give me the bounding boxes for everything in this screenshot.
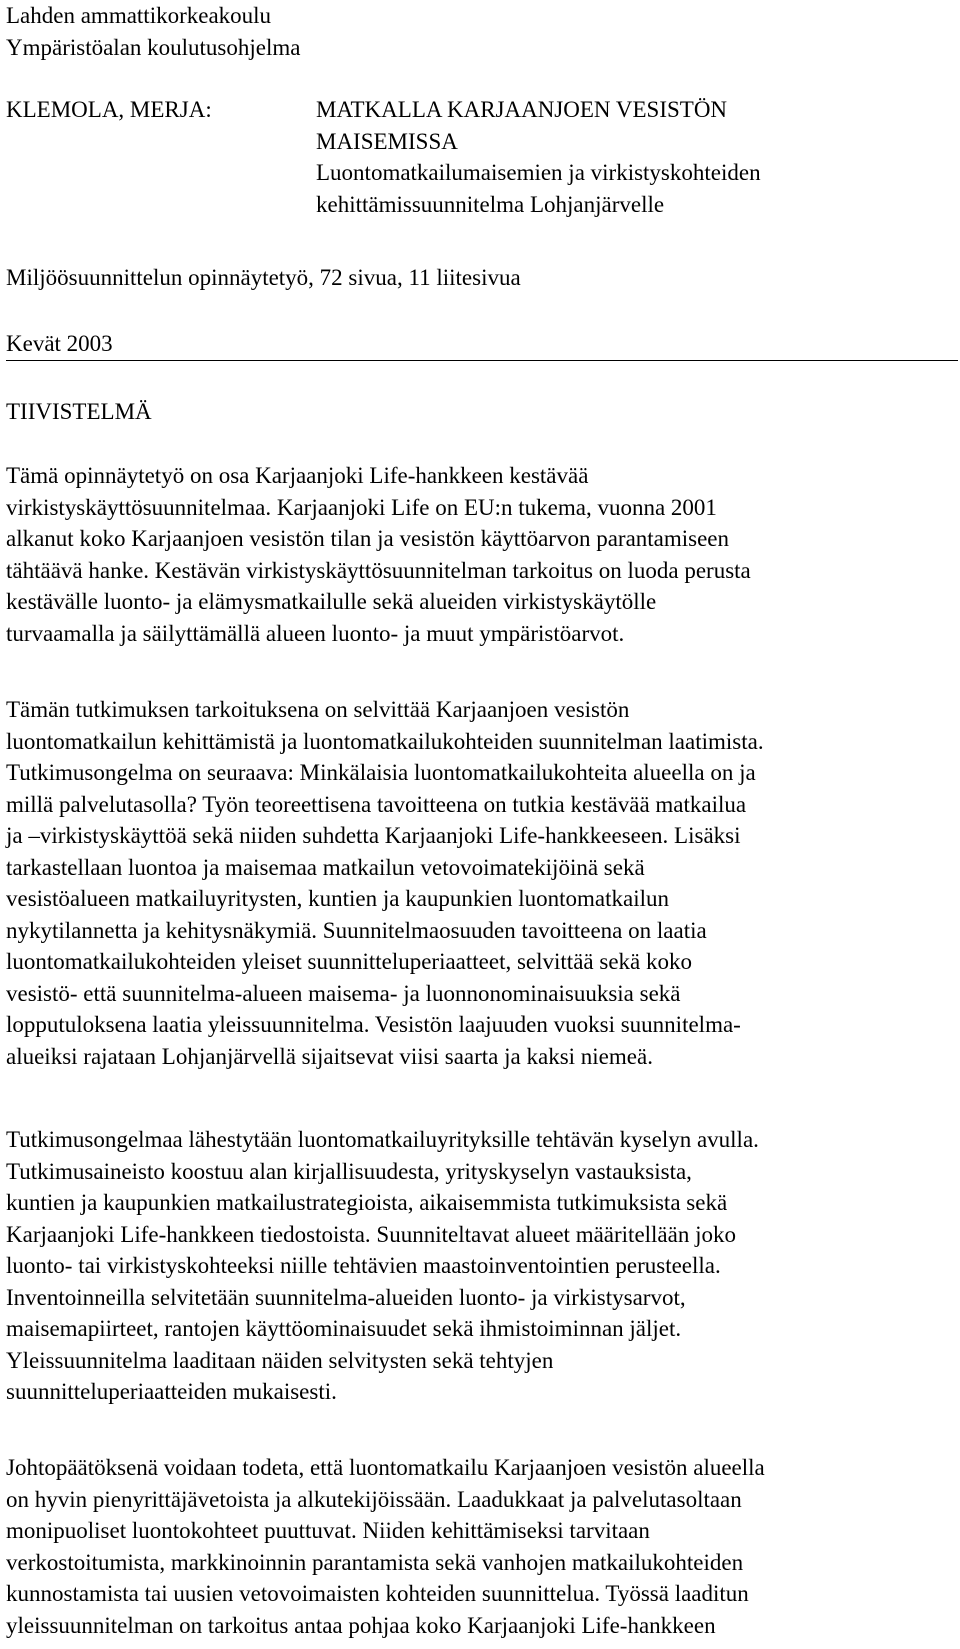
paragraph-line: kestävälle luonto- ja elämysmatkailulle sekä alueiden virkistyskäytölle bbox=[6, 589, 657, 614]
paragraph-line: nykytilannetta ja kehitysnäkymiä. Suunnitelmaosuuden tavoitteena on laatia bbox=[6, 917, 707, 943]
paragraph-line: yleissuunnitelman on tarkoitus antaa pohjaa koko Karjaanjoki Life-hankkeen bbox=[6, 1612, 716, 1638]
horizontal-rule bbox=[6, 360, 958, 361]
paragraph-line: Johtopäätöksenä voidaan todeta, että luontomatkailu Karjaanjoen vesistön alueella bbox=[6, 1455, 765, 1480]
paragraph-line: Tämä opinnäytetyö on osa Karjaanjoki Life-hankkeen kestävää bbox=[6, 463, 589, 488]
institution-header bbox=[6, 0, 300, 63]
institution-name: Lahden ammattikorkeakoulu bbox=[6, 3, 272, 28]
abstract-heading: TIIVISTELMÄ bbox=[6, 399, 152, 424]
subtitle-line: kehittämissuunnitelma Lohjanjärvelle bbox=[316, 191, 665, 217]
paragraph-line: Yleissuunnitelma laaditaan näiden selvitysten sekä tehtyjen bbox=[6, 1347, 554, 1373]
paragraph-line: millä palvelutasolla? Työn teoreettisena tavoitteena on tutkia kestävää matkailua bbox=[6, 791, 747, 817]
paragraph-line: kunnostamista tai uusien vetovoimaisten kohteiden suunnittelua. Työssä laaditun bbox=[6, 1581, 749, 1606]
abstract-paragraph-1 bbox=[6, 460, 958, 649]
paragraph-line: vesistö- että suunnitelma-alueen maisema- ja luonnonominaisuuksia sekä bbox=[6, 980, 681, 1006]
paragraph-line: suunnitteluperiaatteiden mukaisesti. bbox=[6, 1379, 337, 1404]
degree-program: Ympäristöalan koulutusohjelma bbox=[6, 34, 301, 60]
thesis-title bbox=[316, 94, 761, 220]
paragraph-line: alueiksi rajataan Lohjanjärvellä sijaitsevat viisi saarta ja kaksi niemeä. bbox=[6, 1043, 653, 1069]
paragraph-line: luonto- tai virkistyskohteeksi niille tehtävien maastoinventointien perusteella. bbox=[6, 1253, 721, 1278]
subtitle-line: Luontomatkailumaisemien ja virkistyskohteiden bbox=[316, 160, 761, 185]
paragraph-line: monipuoliset luontokohteet puuttuvat. Niiden kehittämiseksi tarvitaan bbox=[6, 1518, 650, 1543]
paragraph-line: Tutkimusongelma on seuraava: Minkälaisia luontomatkailukohteita alueella on ja bbox=[6, 760, 756, 785]
paragraph-line: maisemapiirteet, rantojen käyttöominaisuudet sekä ihmistoiminnan jäljet. bbox=[6, 1316, 682, 1341]
paragraph-line: on hyvin pienyrittäjävetoista ja alkutekijöissään. Laadukkaat ja palvelutasoltaan bbox=[6, 1486, 742, 1512]
paragraph-line: luontomatkailukohteiden yleiset suunnitteluperiaatteet, selvittää sekä koko bbox=[6, 949, 692, 974]
paragraph-line: virkistyskäyttösuunnitelmaa. Karjaanjoki Life on EU:n tukema, vuonna 2001 bbox=[6, 494, 717, 520]
thesis-info: Miljöösuunnittelun opinnäytetyö, 72 sivua, 11 liitesivua bbox=[6, 265, 521, 290]
paragraph-line: vesistöalueen matkailuyritysten, kuntien ja kaupunkien luontomatkailun bbox=[6, 886, 670, 911]
paragraph-line: ja –virkistyskäyttöä sekä niiden suhdetta Karjaanjoki Life-hankkeeseen. Lisäksi bbox=[6, 823, 741, 848]
abstract-paragraph-2 bbox=[6, 694, 958, 1072]
paragraph-line: Inventoinneilla selvitetään suunnitelma-alueiden luonto- ja virkistysarvot, bbox=[6, 1284, 686, 1310]
paragraph-line: tähtäävä hanke. Kestävän virkistyskäyttösuunnitelman tarkoitus on luoda perusta bbox=[6, 557, 751, 583]
title-line: MATKALLA KARJAANJOEN VESISTÖN bbox=[316, 97, 728, 122]
author-name: KLEMOLA, MERJA: bbox=[6, 97, 212, 122]
paragraph-line: turvaamalla ja säilyttämällä alueen luonto- ja muut ympäristöarvot. bbox=[6, 620, 625, 646]
paragraph-line: Karjaanjoki Life-hankkeen tiedostoista. Suunniteltavat alueet määritellään joko bbox=[6, 1221, 736, 1247]
paragraph-line: kuntien ja kaupunkien matkailustrategioista, aikaisemmista tutkimuksista sekä bbox=[6, 1190, 728, 1215]
paragraph-line: Tutkimusaineisto koostuu alan kirjallisuudesta, yrityskyselyn vastauksista, bbox=[6, 1158, 692, 1184]
abstract-paragraph-4 bbox=[6, 1452, 958, 1641]
thesis-date: Kevät 2003 bbox=[6, 331, 113, 356]
paragraph-line: luontomatkailun kehittämistä ja luontomatkailukohteiden suunnitelman laatimista. bbox=[6, 728, 764, 754]
paragraph-line: alkanut koko Karjaanjoen vesistön tilan ja vesistön käyttöarvon parantamiseen bbox=[6, 526, 730, 551]
paragraph-line: lopputuloksena laatia yleissuunnitelma. Vesistön laajuuden vuoksi suunnitelma- bbox=[6, 1012, 741, 1037]
paragraph-line: verkostoitumista, markkinoinnin parantamista sekä vanhojen matkailukohteiden bbox=[6, 1549, 744, 1575]
abstract-paragraph-3 bbox=[6, 1124, 958, 1408]
paragraph-line: tarkastellaan luontoa ja maisemaa matkailun vetovoimatekijöinä sekä bbox=[6, 854, 645, 880]
title-line: MAISEMISSA bbox=[316, 128, 458, 154]
paragraph-line: Tutkimusongelmaa lähestytään luontomatkailuyrityksille tehtävän kyselyn avulla. bbox=[6, 1127, 759, 1152]
paragraph-line: Tämän tutkimuksen tarkoituksena on selvittää Karjaanjoen vesistön bbox=[6, 697, 630, 722]
